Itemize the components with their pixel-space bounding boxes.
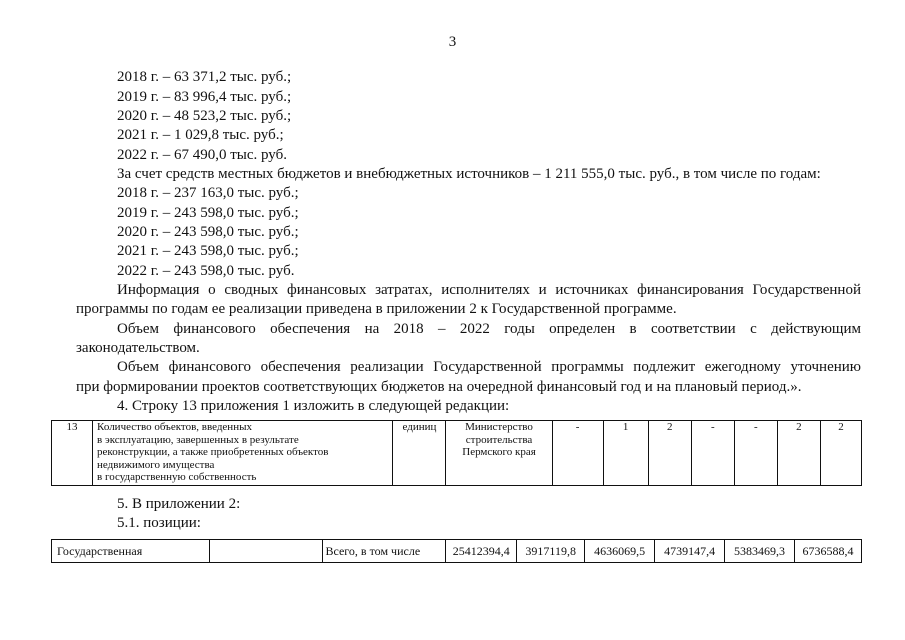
para-annual-line1: Объем финансового обеспечения реализации Государственной программы подлежит ежегодному уточнению — [117, 359, 861, 375]
item-5-1-heading: 5.1. позиции: — [117, 515, 201, 531]
value-cell: 2 — [648, 421, 691, 486]
value-cell: 4636069,5 — [585, 540, 655, 563]
unit: единиц — [393, 421, 446, 486]
table-row — [52, 540, 862, 563]
regional-2020: 2020 г. – 48 523,2 тыс. руб.; — [117, 108, 292, 124]
local-2022: 2022 г. – 243 598,0 тыс. руб. — [117, 263, 295, 279]
indicator-name: Количество объектов, введенных в эксплуатацию, завершенных в результате реконструкции, а также приобретенных объектов недвижимого имущества в государственную собственность — [93, 421, 393, 486]
value-cell: 1 — [603, 421, 648, 486]
regional-2018: 2018 г. – 63 371,2 тыс. руб.; — [117, 69, 292, 85]
program-name: Государственная — [52, 540, 210, 563]
total-label: Всего, в том числе — [322, 540, 446, 563]
value-cell: 2 — [820, 421, 861, 486]
appendix2-total-table — [51, 539, 862, 563]
local-2020: 2020 г. – 243 598,0 тыс. руб.; — [117, 224, 299, 240]
value-cell: 6736588,4 — [794, 540, 861, 563]
local-2019: 2019 г. – 243 598,0 тыс. руб.; — [117, 205, 299, 221]
para-annual-line2: при формировании проектов соответствующих бюджетов на очередной финансовый год и на плановый период.». — [76, 379, 802, 395]
local-2021: 2021 г. – 243 598,0 тыс. руб.; — [117, 243, 299, 259]
value-cell: - — [552, 421, 603, 486]
value-cell: 25412394,4 — [446, 540, 517, 563]
row-number: 13 — [52, 421, 93, 486]
value-cell: - — [691, 421, 734, 486]
regional-2019: 2019 г. – 83 996,4 тыс. руб.; — [117, 89, 292, 105]
item-4-heading: 4. Строку 13 приложения 1 изложить в следующей редакции: — [117, 398, 510, 414]
value-cell: 5383469,3 — [725, 540, 795, 563]
value-cell: 4739147,4 — [655, 540, 725, 563]
local-intro: За счет средств местных бюджетов и внебюджетных источников – 1 211 555,0 тыс. руб., в том числе по годам: — [117, 166, 821, 182]
regional-2021: 2021 г. – 1 029,8 тыс. руб.; — [117, 127, 284, 143]
value-cell: 2 — [777, 421, 820, 486]
regional-2022: 2022 г. – 67 490,0 тыс. руб. — [117, 147, 287, 163]
para-info-line2: программы по годам ее реализации приведена в приложении 2 к Государственной программе. — [76, 301, 677, 317]
page-number: 3 — [448, 34, 457, 50]
appendix1-row13-table — [51, 420, 862, 486]
empty-cell — [209, 540, 322, 563]
para-info-line1: Информация о сводных финансовых затратах, исполнителях и источниках финансирования Государственной — [117, 282, 861, 298]
value-cell: 3917119,8 — [517, 540, 585, 563]
table-row — [52, 421, 862, 486]
item-5-heading: 5. В приложении 2: — [117, 496, 241, 512]
local-2018: 2018 г. – 237 163,0 тыс. руб.; — [117, 185, 299, 201]
para-volume-line2: законодательством. — [76, 340, 200, 356]
para-volume-line1: Объем финансового обеспечения на 2018 – 2022 годы определен в соответствии с действующим — [117, 321, 861, 337]
executor: Министерство строительства Пермского края — [446, 421, 552, 486]
value-cell: - — [734, 421, 777, 486]
